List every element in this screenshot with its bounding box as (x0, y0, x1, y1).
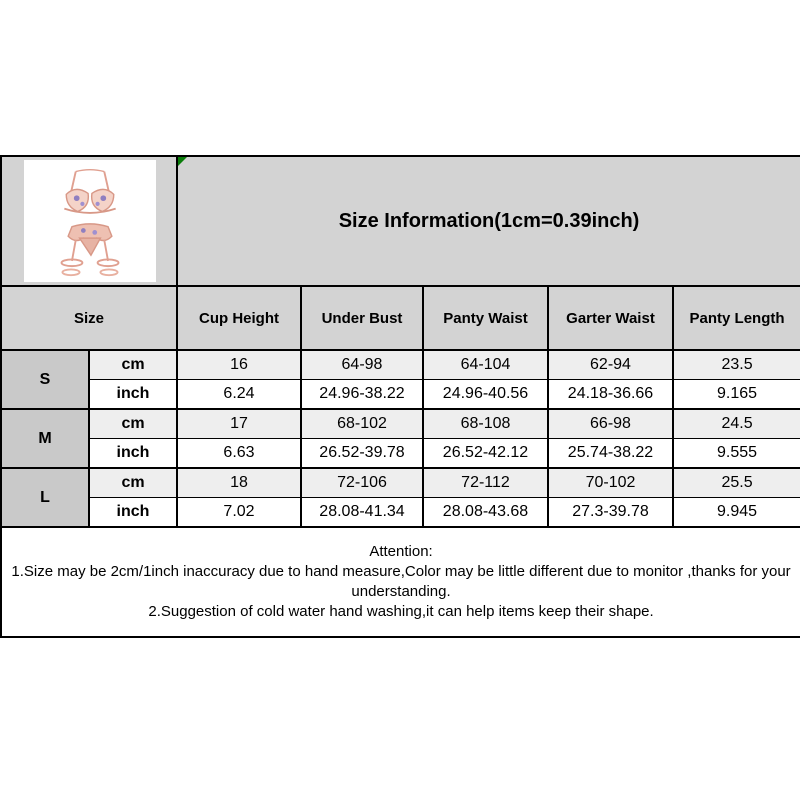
cell-s-cm-under-bust: 64-98 (301, 350, 423, 380)
green-corner-marker-icon (178, 157, 187, 166)
cell-m-cm-garter-waist: 66-98 (548, 409, 673, 439)
attention-row (1, 527, 800, 637)
unit-inch: inch (89, 380, 177, 410)
unit-inch: inch (89, 498, 177, 528)
row-m-inch (1, 439, 800, 469)
cell-s-inch-cup-height: 6.24 (177, 380, 301, 410)
product-image (24, 160, 156, 282)
row-l-inch (1, 498, 800, 528)
cell-s-cm-panty-length: 23.5 (673, 350, 800, 380)
cell-s-cm-panty-waist: 64-104 (423, 350, 548, 380)
unit-cm: cm (89, 409, 177, 439)
title-row (1, 156, 800, 286)
size-label-m: M (1, 409, 89, 468)
col-header-garter-waist: Garter Waist (548, 286, 673, 350)
cell-s-inch-garter-waist: 24.18-36.66 (548, 380, 673, 410)
col-header-under-bust: Under Bust (301, 286, 423, 350)
cell-l-cm-under-bust: 72-106 (301, 468, 423, 498)
attention-note-1: 1.Size may be 2cm/1inch inaccuracy due to hand measure,Color may be little different due to monitor ,thanks for your understanding. (11, 563, 791, 600)
attention-cell (1, 527, 800, 637)
cell-m-inch-panty-length: 9.555 (673, 439, 800, 469)
cell-m-inch-panty-waist: 26.52-42.12 (423, 439, 548, 469)
cell-m-inch-under-bust: 26.52-39.78 (301, 439, 423, 469)
col-header-panty-waist: Panty Waist (423, 286, 548, 350)
cell-m-inch-garter-waist: 25.74-38.22 (548, 439, 673, 469)
cell-m-cm-panty-waist: 68-108 (423, 409, 548, 439)
cell-l-inch-garter-waist: 27.3-39.78 (548, 498, 673, 528)
col-header-cup-height: Cup Height (177, 286, 301, 350)
cell-l-inch-under-bust: 28.08-41.34 (301, 498, 423, 528)
row-s-cm (1, 350, 800, 380)
cell-m-cm-cup-height: 17 (177, 409, 301, 439)
col-header-size: Size (1, 286, 177, 350)
cell-l-cm-panty-waist: 72-112 (423, 468, 548, 498)
unit-inch: inch (89, 439, 177, 469)
cell-s-inch-under-bust: 24.96-38.22 (301, 380, 423, 410)
cell-s-cm-garter-waist: 62-94 (548, 350, 673, 380)
table-title: Size Information(1cm=0.39inch) (338, 209, 640, 232)
lingerie-set-illustration (28, 164, 152, 278)
size-table (0, 155, 800, 638)
cell-m-cm-under-bust: 68-102 (301, 409, 423, 439)
size-label-l: L (1, 468, 89, 527)
row-l-cm (1, 468, 800, 498)
attention-note-2: 2.Suggestion of cold water hand washing,it can help items keep their shape. (148, 602, 654, 620)
cell-l-inch-panty-waist: 28.08-43.68 (423, 498, 548, 528)
cell-l-cm-garter-waist: 70-102 (548, 468, 673, 498)
size-label-s: S (1, 350, 89, 409)
attention-heading: Attention: (369, 543, 433, 561)
row-m-cm (1, 409, 800, 439)
unit-cm: cm (89, 350, 177, 380)
cell-s-inch-panty-length: 9.165 (673, 380, 800, 410)
table-title-cell (177, 156, 800, 286)
cell-l-cm-panty-length: 25.5 (673, 468, 800, 498)
cell-l-inch-panty-length: 9.945 (673, 498, 800, 528)
cell-m-cm-panty-length: 24.5 (673, 409, 800, 439)
cell-m-inch-cup-height: 6.63 (177, 439, 301, 469)
cell-l-inch-cup-height: 7.02 (177, 498, 301, 528)
unit-cm: cm (89, 468, 177, 498)
cell-s-inch-panty-waist: 24.96-40.56 (423, 380, 548, 410)
cell-l-cm-cup-height: 18 (177, 468, 301, 498)
row-s-inch (1, 380, 800, 410)
col-header-panty-length: Panty Length (673, 286, 800, 350)
cell-s-cm-cup-height: 16 (177, 350, 301, 380)
product-image-cell (1, 156, 177, 286)
column-header-row (1, 286, 800, 350)
